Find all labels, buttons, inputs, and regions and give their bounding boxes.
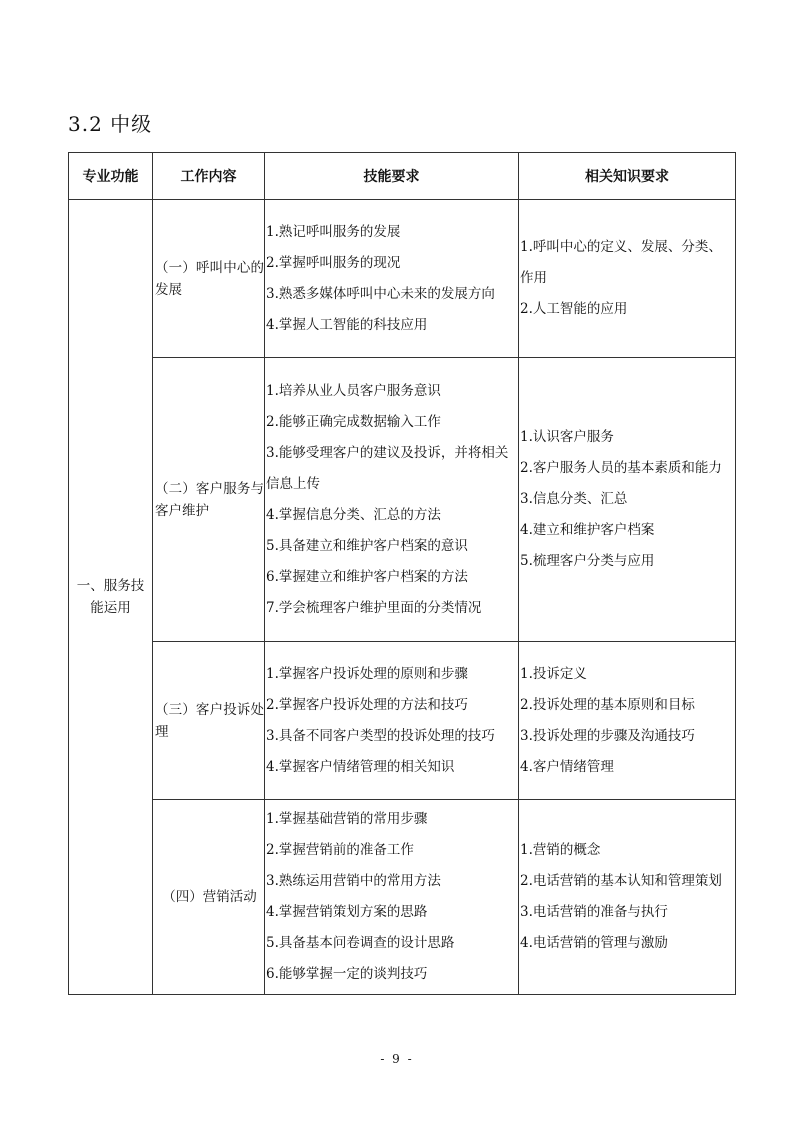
- work-content-cell: （四）营销活动: [153, 800, 265, 995]
- list-item: 4.掌握人工智能的科技应用: [266, 316, 428, 333]
- page-number: - 9 -: [380, 1052, 414, 1066]
- list-item: 4.客户情绪管理: [520, 758, 614, 775]
- list-item: 1.呼叫中心的定义、发展、分类、作用: [520, 239, 722, 286]
- skills-cell: [265, 200, 519, 358]
- header-knowledge-requirements: 相关知识要求: [519, 153, 736, 200]
- list-item: 3.投诉处理的步骤及沟通技巧: [520, 727, 695, 744]
- list-item: 3.电话营销的准备与执行: [520, 904, 668, 920]
- list-item: 2.电话营销的基本认知和管理策划: [520, 873, 722, 889]
- list-item: 3.熟悉多媒体呼叫中心未来的发展方向: [266, 285, 495, 302]
- list-item: 2.掌握客户投诉处理的方法和技巧: [266, 696, 468, 713]
- list-item: 2.客户服务人员的基本素质和能力: [520, 460, 722, 476]
- list-item: 1.投诉定义: [520, 665, 587, 682]
- header-skill-requirements: 技能要求: [265, 153, 519, 200]
- work-content-cell: （一）呼叫中心的发展: [153, 200, 265, 358]
- list-item: 1.掌握客户投诉处理的原则和步骤: [266, 665, 468, 682]
- list-item: 4.掌握客户情绪管理的相关知识: [266, 758, 455, 775]
- header-function: 专业功能: [69, 153, 153, 200]
- list-item: 4.掌握信息分类、汇总的方法: [266, 506, 441, 523]
- list-item: 4.掌握营销策划方案的思路: [266, 904, 428, 920]
- list-item: 6.能够掌握一定的谈判技巧: [266, 966, 428, 982]
- table-row: [69, 358, 736, 642]
- knowledge-cell: [519, 200, 736, 358]
- section-title: 3.2 中级: [68, 112, 153, 136]
- list-item: 2.能够正确完成数据输入工作: [266, 413, 441, 430]
- list-item: 2.掌握营销前的准备工作: [266, 842, 414, 858]
- table-row: [69, 642, 736, 800]
- list-item: 1.营销的概念: [520, 842, 601, 858]
- list-item: 2.投诉处理的基本原则和目标: [520, 696, 695, 713]
- work-content-cell: （三）客户投诉处理: [153, 642, 265, 800]
- skills-cell: [265, 358, 519, 642]
- list-item: 3.能够受理客户的建议及投诉，并将相关信息上传: [266, 444, 509, 492]
- list-item: 2.人工智能的应用: [520, 301, 628, 317]
- list-item: 1.熟记呼叫服务的发展: [266, 223, 401, 240]
- list-item: 5.具备基本问卷调查的设计思路: [266, 935, 455, 951]
- list-item: 3.信息分类、汇总: [520, 491, 628, 507]
- skill-requirements-table: [68, 152, 736, 995]
- table-row: [69, 200, 736, 358]
- list-item: 1.掌握基础营销的常用步骤: [266, 811, 428, 827]
- table-row: [69, 800, 736, 995]
- function-cell: 一、服务技能运用: [69, 200, 153, 995]
- list-item: 5.具备建立和维护客户档案的意识: [266, 537, 468, 554]
- list-item: 1.认识客户服务: [520, 429, 614, 445]
- list-item: 3.熟练运用营销中的常用方法: [266, 873, 441, 889]
- knowledge-cell: [519, 358, 736, 642]
- list-item: 2.掌握呼叫服务的现况: [266, 254, 401, 271]
- list-item: 4.建立和维护客户档案: [520, 522, 655, 538]
- list-item: 4.电话营销的管理与激励: [520, 935, 668, 951]
- list-item: 3.具备不同客户类型的投诉处理的技巧: [266, 727, 495, 744]
- list-item: 5.梳理客户分类与应用: [520, 553, 655, 569]
- list-item: 6.掌握建立和维护客户档案的方法: [266, 568, 468, 585]
- knowledge-cell: [519, 800, 736, 995]
- list-item: 1.培养从业人员客户服务意识: [266, 382, 441, 399]
- skills-cell: [265, 642, 519, 800]
- list-item: 7.学会梳理客户维护里面的分类情况: [266, 599, 482, 616]
- table-header-row: [69, 153, 736, 200]
- work-content-cell: （二）客户服务与客户维护: [153, 358, 265, 642]
- skills-cell: [265, 800, 519, 995]
- header-work-content: 工作内容: [153, 153, 265, 200]
- knowledge-cell: [519, 642, 736, 800]
